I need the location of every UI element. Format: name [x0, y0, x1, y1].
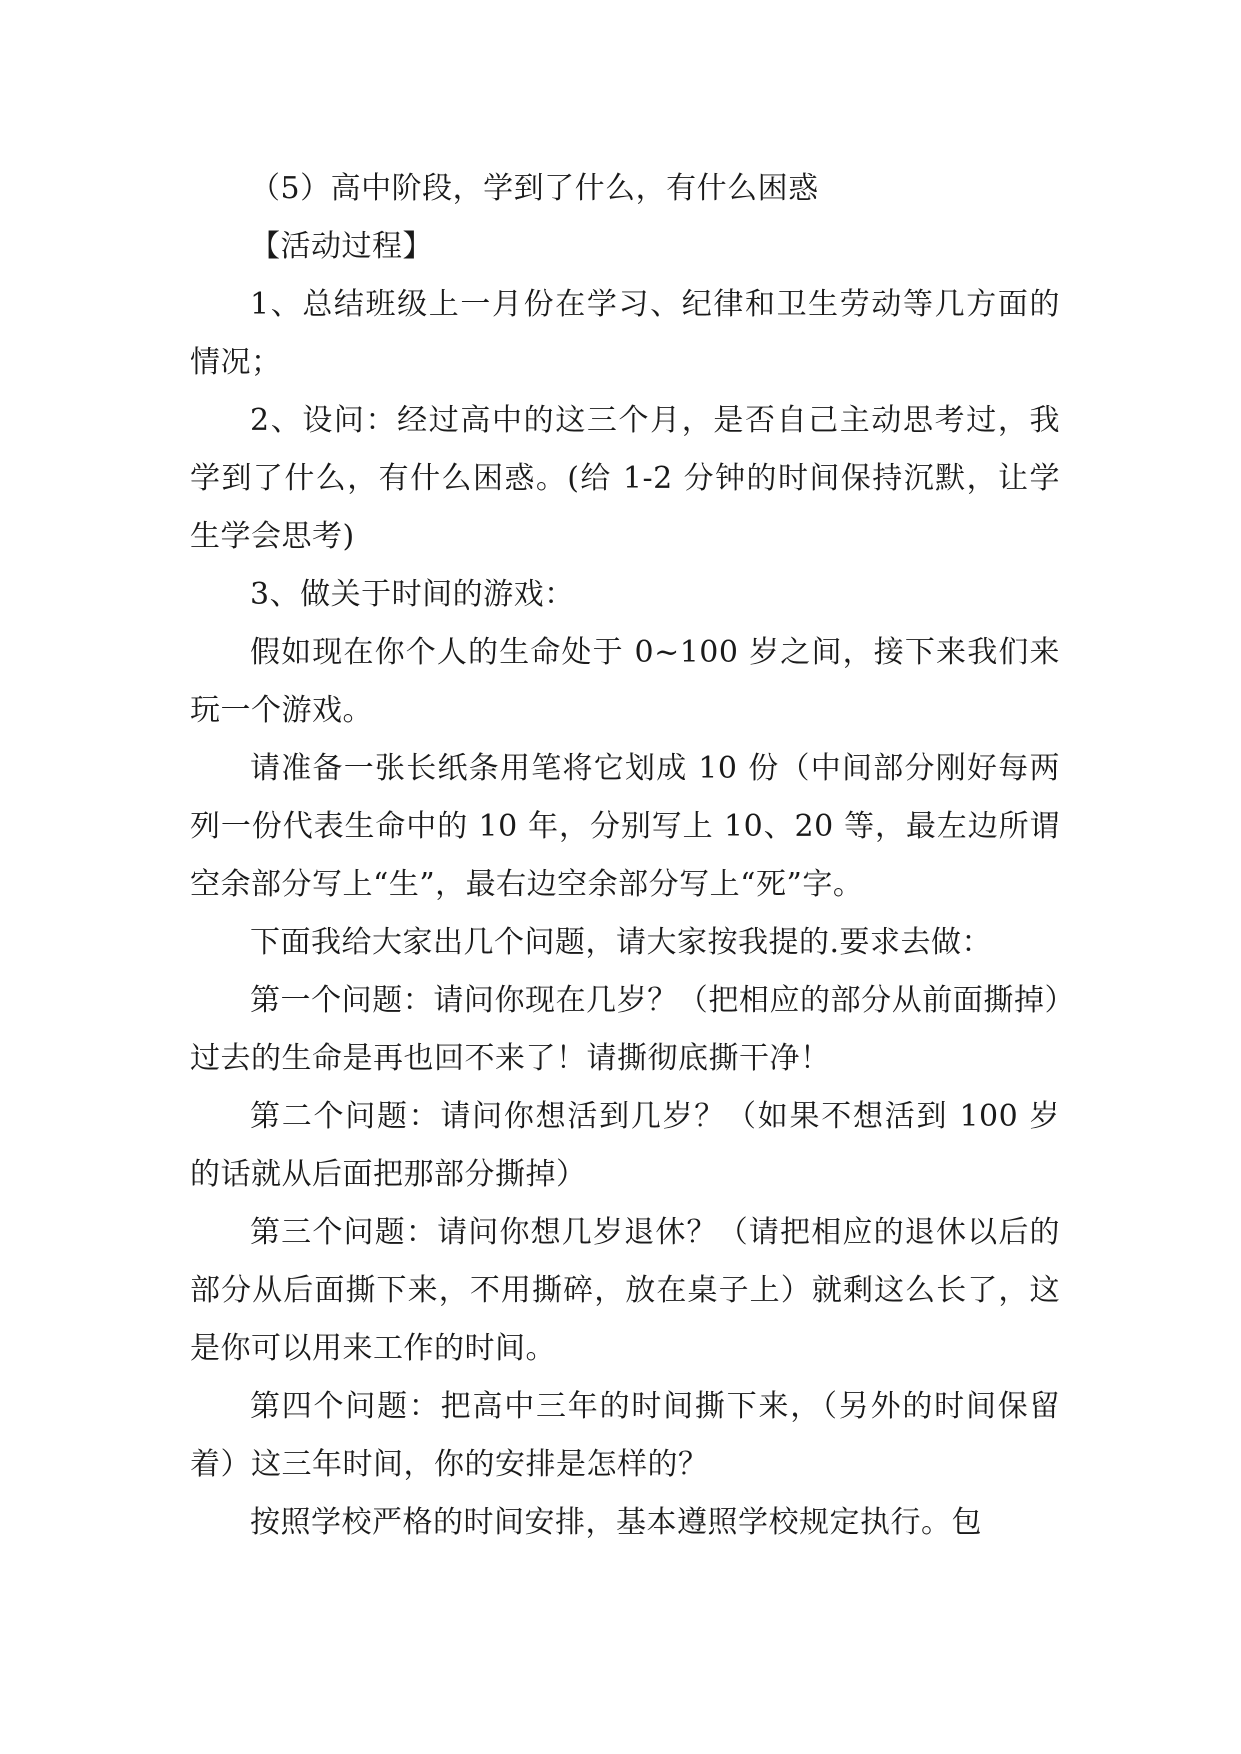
paragraph-game-intro: 假如现在你个人的生命处于 0~100 岁之间，接下来我们来玩一个游戏。 — [190, 635, 1060, 728]
section-heading-activity-process: 【活动过程】 — [250, 229, 433, 264]
paragraph-question-three: 第三个问题：请问你想几岁退休？（请把相应的退休以后的部分从后面撕下来，不用撕碎，放在桌子上）就剩这么长了，这是你可以用来工作的时间。 — [190, 1215, 1060, 1366]
document-body — [190, 160, 1060, 1552]
paragraph-school-schedule: 按照学校严格的时间安排，基本遵照学校规定执行。包 — [250, 1505, 982, 1540]
paragraph-question-two: 第二个问题：请问你想活到几岁？（如果不想活到 100 岁的话就从后面把那部分撕掉） — [190, 1099, 1060, 1192]
paragraph-question-four: 第四个问题：把高中三年的时间撕下来，（另外的时间保留着）这三年时间，你的安排是怎样的？ — [190, 1389, 1060, 1482]
paragraph-step-2: 2、设问：经过高中的这三个月，是否自己主动思考过，我学到了什么，有什么困惑。(给 1-2 分钟的时间保持沉默，让学生学会思考) — [190, 403, 1060, 554]
paragraph-questions-intro: 下面我给大家出几个问题，请大家按我提的.要求去做： — [250, 925, 993, 960]
paragraph-step-3: 3、做关于时间的游戏： — [250, 577, 575, 612]
paragraph-step-1: 1、总结班级上一月份在学习、纪律和卫生劳动等几方面的情况； — [190, 287, 1060, 380]
paragraph-question-one: 第一个问题：请问你现在几岁？（把相应的部分从前面撕掉）过去的生命是再也回不来了！请撕彻底撕干净！ — [190, 983, 1060, 1076]
paragraph-question-5: （5）高中阶段，学到了什么，有什么困惑 — [250, 171, 819, 206]
paragraph-paper-strip: 请准备一张长纸条用笔将它划成 10 份（中间部分刚好每两列一份代表生命中的 10 年，分别写上 10、20 等，最左边所谓空余部分写上“生”，最右边空余部分写上“死”字。 — [190, 751, 1060, 902]
